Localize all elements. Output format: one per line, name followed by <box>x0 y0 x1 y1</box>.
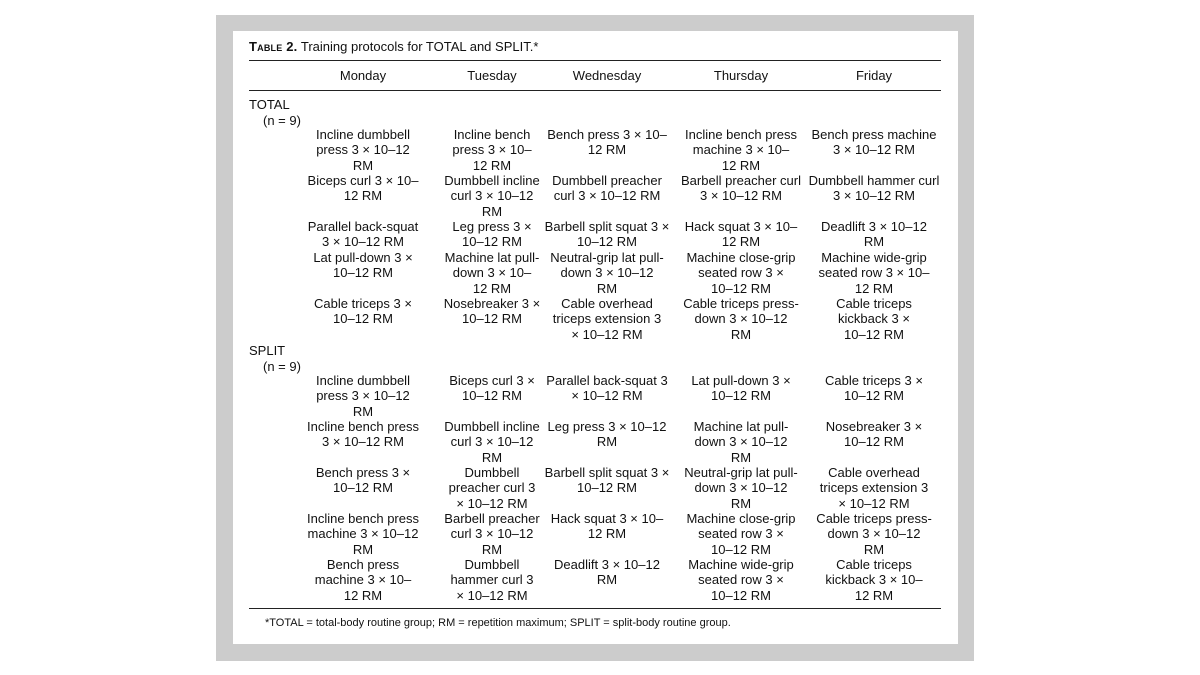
table-cell-line: Incline bench press <box>684 127 797 142</box>
column-header-thursday: Thursday <box>713 68 769 83</box>
table-cell <box>297 511 429 557</box>
table-cell-line: 12 RM <box>721 234 761 250</box>
table-caption <box>249 39 538 54</box>
table-cell-line: × 10–12 RM <box>838 495 910 511</box>
table-caption-text: Training protocols for TOTAL and SPLIT.* <box>300 39 539 54</box>
table-cell-line: Machine close-grip <box>686 511 796 526</box>
table-cell <box>675 511 807 557</box>
table-cell-line: Dumbbell incline <box>444 419 540 434</box>
table-cell-line: Incline dumbbell <box>316 127 410 142</box>
table-cell-line: Neutral-grip lat pull- <box>550 250 664 265</box>
table-cell-line: triceps extension 3 <box>819 480 929 496</box>
table-cell <box>808 557 940 603</box>
table-cell-line: triceps extension 3 <box>552 311 662 327</box>
table-footnote: *TOTAL = total-body routine group; RM = repetition maximum; SPLIT = split-body routine group. <box>265 617 731 629</box>
table-cell-line: Hack squat 3 × 10– <box>550 511 664 526</box>
table-cell-line: 10–12 RM <box>844 388 904 404</box>
table-cell-line: RM <box>730 449 752 465</box>
table-cell-line: down 3 × 10–12 <box>694 480 788 496</box>
table-cell-line: press 3 × 10– <box>452 142 532 158</box>
table-cell-line: Leg press 3 × 10–12 <box>547 419 667 434</box>
table-cell <box>297 296 429 327</box>
table-cell <box>426 511 558 557</box>
table-cell-line: Cable overhead <box>828 465 920 480</box>
table-cell <box>297 373 429 419</box>
table-cell-line: RM <box>863 234 885 250</box>
table-cell <box>675 557 807 603</box>
table-cell-line: Incline bench press <box>306 419 419 434</box>
table-cell <box>426 296 558 327</box>
table-cell <box>808 173 940 204</box>
bottom-rule <box>249 608 941 609</box>
column-header-wednesday: Wednesday <box>572 68 642 83</box>
table-cell <box>426 557 558 603</box>
table-cell-line: Cable triceps 3 × <box>314 296 412 311</box>
table-cell-line: 10–12 RM <box>462 234 522 250</box>
table-cell-line: Incline bench press <box>306 511 419 526</box>
table-cell <box>297 127 429 173</box>
table-cell-line: hammer curl 3 <box>450 572 534 588</box>
table-cell-line: machine 3 × 10–12 <box>307 526 419 542</box>
table-cell <box>808 465 940 511</box>
table-cell-line: RM <box>730 326 752 342</box>
table-cell-line: Parallel back-squat <box>307 219 419 234</box>
table-cell-line: Barbell split squat 3 × <box>544 465 670 480</box>
table-cell-line: Dumbbell hammer curl <box>808 173 940 188</box>
table-cell-line: Barbell preacher curl <box>681 173 801 188</box>
column-header-monday: Monday <box>339 68 387 83</box>
table-cell <box>808 419 940 450</box>
table-cell-line: Machine wide-grip <box>821 250 927 265</box>
table-cell-line: 10–12 RM <box>711 587 771 603</box>
table-cell-line: RM <box>730 495 752 511</box>
table-cell-line: Lat pull-down 3 × <box>313 250 413 265</box>
table-cell-line: Dumbbell <box>464 465 520 480</box>
table-cell <box>541 296 673 342</box>
table-cell-line: 12 RM <box>854 587 894 603</box>
table-cell-line: kickback 3 × 10– <box>825 572 923 588</box>
table-cell-line: Bench press 3 × <box>315 465 411 480</box>
table-cell <box>426 373 558 404</box>
table-cell-line: 10–12 RM <box>462 388 522 404</box>
table-cell-line: Machine wide-grip <box>688 557 794 572</box>
table-cell-line: Cable triceps press- <box>816 511 932 526</box>
table-cell-line: curl 3 × 10–12 <box>450 526 534 542</box>
table-cell-line: Bench press <box>326 557 400 572</box>
table-cell-line: 12 RM <box>587 526 627 542</box>
table-cell-line: 3 × 10–12 RM <box>699 188 783 204</box>
table-cell-line: 10–12 RM <box>333 311 393 327</box>
table-cell-line: down 3 × 10–12 <box>827 526 921 542</box>
group-label-total: TOTAL <box>249 97 290 112</box>
table-cell-line: RM <box>481 449 503 465</box>
table-cell-line: 12 RM <box>472 280 512 296</box>
table-cell <box>426 173 558 219</box>
table-cell-line: Dumbbell <box>464 557 520 572</box>
table-cell-line: 3 × 10–12 RM <box>321 234 405 250</box>
table-cell <box>297 557 429 603</box>
table-cell-line: Hack squat 3 × 10– <box>684 219 798 234</box>
table-cell-line: Neutral-grip lat pull- <box>684 465 798 480</box>
table-cell-line: Deadlift 3 × 10–12 <box>821 219 927 234</box>
table-cell-line: Parallel back-squat 3 <box>546 373 668 388</box>
table-cell-line: Biceps curl 3 × 10– <box>307 173 419 188</box>
table-cell-line: 10–12 RM <box>711 541 771 557</box>
table-cell <box>426 127 558 173</box>
table-cell-line: 10–12 RM <box>711 280 771 296</box>
table-cell-line: seated row 3 × <box>698 572 784 588</box>
table-cell-line: 12 RM <box>343 587 383 603</box>
table-cell <box>297 465 429 496</box>
table-cell <box>541 173 673 204</box>
table-cell-line: 10–12 RM <box>333 265 393 281</box>
table-cell <box>541 557 673 588</box>
table-cell-line: down 3 × 10– <box>452 265 532 281</box>
table-cell-line: preacher curl 3 <box>448 480 536 496</box>
table-cell-line: down 3 × 10–12 <box>694 311 788 327</box>
table-cell-line: Incline dumbbell <box>316 373 410 388</box>
table-cell <box>541 373 673 404</box>
table-cell-line: Incline bench <box>453 127 531 142</box>
table-cell <box>808 373 940 404</box>
table-cell-line: × 10–12 RM <box>571 326 643 342</box>
table-cell-line: 12 RM <box>343 188 383 204</box>
table-cell-line: 10–12 RM <box>333 480 393 496</box>
table-cell-line: 3 × 10–12 RM <box>832 142 916 158</box>
table-cell <box>297 419 429 450</box>
table-cell-line: Cable triceps press- <box>683 296 799 311</box>
table-cell <box>675 465 807 511</box>
table-cell-line: curl 3 × 10–12 <box>450 188 534 204</box>
table-cell-line: RM <box>863 541 885 557</box>
table-cell <box>426 250 558 296</box>
table-cell-line: Cable triceps <box>836 557 912 572</box>
table-cell-line: 12 RM <box>854 280 894 296</box>
table-cell-line: RM <box>481 203 503 219</box>
table-cell-line: Nosebreaker 3 × <box>443 296 541 311</box>
table-cell <box>541 511 673 542</box>
table-cell-line: 3 × 10–12 RM <box>321 434 405 450</box>
table-cell-line: 12 RM <box>721 157 761 173</box>
table-cell-line: Bench press machine <box>811 127 937 142</box>
table-cell-line: curl 3 × 10–12 <box>450 434 534 450</box>
table-cell-line: press 3 × 10–12 <box>316 142 410 158</box>
table-cell-line: Machine lat pull- <box>444 250 540 265</box>
table-cell-line: RM <box>596 280 618 296</box>
table-cell-line: 10–12 RM <box>844 434 904 450</box>
table-cell-line: RM <box>352 157 374 173</box>
table-cell-line: Cable overhead <box>561 296 653 311</box>
table-cell-line: 10–12 RM <box>577 480 637 496</box>
table-cell-line: Cable triceps 3 × <box>825 373 923 388</box>
table-cell <box>675 173 807 204</box>
column-header-friday: Friday <box>855 68 893 83</box>
table-cell-line: 3 × 10–12 RM <box>832 188 916 204</box>
group-n-total: (n = 9) <box>263 113 301 128</box>
table-cell <box>426 465 558 511</box>
table-cell-line: RM <box>481 541 503 557</box>
header-rule <box>249 90 941 91</box>
table-cell-line: seated row 3 × <box>698 265 784 281</box>
table-cell-line: machine 3 × 10– <box>314 572 412 588</box>
table-cell <box>541 419 673 450</box>
table-cell <box>541 250 673 296</box>
table-cell <box>541 219 673 250</box>
group-n-split: (n = 9) <box>263 359 301 374</box>
table-caption-label: Table 2. <box>249 39 298 54</box>
table-cell <box>808 250 940 296</box>
table-cell <box>808 511 940 557</box>
table-cell-line: press 3 × 10–12 <box>316 388 410 404</box>
table-cell <box>675 373 807 404</box>
table-cell <box>297 219 429 250</box>
table-cell-line: Barbell split squat 3 × <box>544 219 670 234</box>
table-cell-line: × 10–12 RM <box>571 388 643 404</box>
table-cell-line: down 3 × 10–12 <box>694 434 788 450</box>
table-cell <box>808 219 940 250</box>
table-cell-line: Bench press 3 × 10– <box>547 127 667 142</box>
table-cell <box>541 127 673 158</box>
top-rule <box>249 60 941 61</box>
table-cell-line: RM <box>352 541 374 557</box>
table-cell <box>675 127 807 173</box>
table-cell <box>297 250 429 281</box>
table-cell-line: Dumbbell preacher <box>552 173 662 188</box>
table-cell-line: Lat pull-down 3 × <box>691 373 791 388</box>
table-cell-line: kickback 3 × <box>838 311 910 327</box>
table-cell <box>541 465 673 496</box>
table-cell-line: Biceps curl 3 × <box>449 373 535 388</box>
table-cell <box>808 296 940 342</box>
table-cell-line: × 10–12 RM <box>456 587 528 603</box>
column-header-tuesday: Tuesday <box>467 68 517 83</box>
table-cell-line: Machine close-grip <box>686 250 796 265</box>
table-cell-line: RM <box>352 403 374 419</box>
table-cell-line: × 10–12 RM <box>456 495 528 511</box>
table-cell <box>808 127 940 158</box>
table-cell <box>675 419 807 465</box>
table-cell-line: down 3 × 10–12 <box>560 265 654 281</box>
table-cell <box>426 419 558 465</box>
table-cell-line: 10–12 RM <box>844 326 904 342</box>
table-cell <box>675 250 807 296</box>
table-cell-line: Machine lat pull- <box>693 419 789 434</box>
table-cell <box>675 296 807 342</box>
table-cell-line: RM <box>596 434 618 450</box>
table-cell-line: RM <box>596 572 618 588</box>
table-card <box>233 31 958 644</box>
table-cell-line: 10–12 RM <box>462 311 522 327</box>
table-cell-line: Nosebreaker 3 × <box>825 419 923 434</box>
table-cell-line: seated row 3 × 10– <box>818 265 930 281</box>
group-label-split: SPLIT <box>249 343 286 358</box>
table-cell-line: Deadlift 3 × 10–12 <box>554 557 660 572</box>
table-cell-line: 12 RM <box>587 142 627 158</box>
table-cell-line: Barbell preacher <box>444 511 540 526</box>
table-cell-line: 10–12 RM <box>577 234 637 250</box>
table-cell-line: machine 3 × 10– <box>692 142 790 158</box>
table-cell <box>675 219 807 250</box>
table-cell <box>426 219 558 250</box>
table-cell-line: Leg press 3 × <box>452 219 532 234</box>
table-cell-line: Dumbbell incline <box>444 173 540 188</box>
table-cell-line: 10–12 RM <box>711 388 771 404</box>
table-cell-line: Cable triceps <box>836 296 912 311</box>
table-cell-line: seated row 3 × <box>698 526 784 542</box>
table-cell-line: 12 RM <box>472 157 512 173</box>
table-cell <box>297 173 429 204</box>
table-cell-line: curl 3 × 10–12 RM <box>553 188 661 204</box>
